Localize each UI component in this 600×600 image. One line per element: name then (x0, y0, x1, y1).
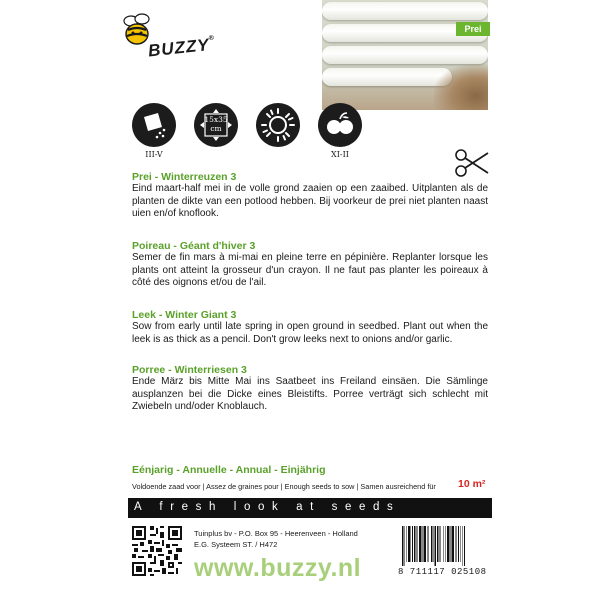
section-body: Ende März bis Mitte Mai ins Saatbeet ins Freiland einsäen. Die Sämlinge ausplanzen bei die Dicke eines Bleistifts. Porree verträgt sich schlecht mit Zwiebeln und/oder Knoblauch. (132, 376, 488, 413)
qr-code (132, 526, 182, 576)
section-title: Porree - Winterriesen 3 (132, 364, 247, 376)
tagline-band (128, 498, 492, 518)
harvest-period-caption: XI-II (331, 150, 349, 159)
section-title: Leek - Winter Giant 3 (132, 309, 237, 321)
buzzy-logo (118, 12, 216, 61)
section-title: Prei - Winterreuzen 3 (132, 171, 237, 183)
barcode (400, 526, 492, 566)
company-address: Tuinplus bv - P.O. Box 95 - Heerenveen - Holland E.G. Systeem ST. / H472 (194, 529, 358, 549)
tagline-text: A fresh look at seeds (134, 501, 401, 513)
full-sun-icon (256, 103, 300, 147)
spacing-icon: 15x35 cm (194, 103, 238, 147)
section-body: Sow from early until late spring in open ground in seedbed. Plant out when the leek is as thick as a pencil. Don't grow leeks next to onions and/or garlic. (132, 321, 488, 345)
growing-info-icons (132, 103, 492, 173)
section-english (132, 309, 488, 346)
website-url: www.buzzy.nl (194, 554, 362, 582)
seed-coverage-value: 10 m² (458, 478, 486, 490)
harvest-period-icon (318, 103, 362, 147)
section-title: Poireau - Géant d'hiver 3 (132, 240, 256, 252)
annual-label: Eénjarig - Annuelle - Annual - Einjährig (132, 464, 326, 476)
section-dutch (132, 171, 488, 221)
section-french (132, 240, 488, 290)
section-body: Eind maart-half mei in de volle grond zaaien op een zaaibed. Uitplanten als de planten de dikte van een potlood hebben. Bij voorkeur de prei niet planten naast uien en/of knoflook. (132, 183, 488, 220)
seed-coverage-text: Voldoende zaad voor | Assez de graines pour | Enough seeds to sow | Samen ausreichend für (132, 482, 436, 491)
barcode-number: 8 711117 025108 (398, 567, 487, 577)
logo-wordmark: BUZZY® (147, 34, 216, 61)
product-label-badge: Prei (456, 22, 490, 36)
section-body: Semer de fin mars à mi-mai en pleine terre en pépinière. Replanter lorsque les plants ont atteint la grosseur d'un crayon. Il ne faut pas planter les poireaux à côté des oignons et/ou de l'ail. (132, 252, 488, 289)
section-german (132, 364, 488, 414)
sowing-period-icon (132, 103, 176, 147)
sowing-period-caption: III-V (145, 150, 163, 159)
leek-photo (322, 0, 488, 110)
